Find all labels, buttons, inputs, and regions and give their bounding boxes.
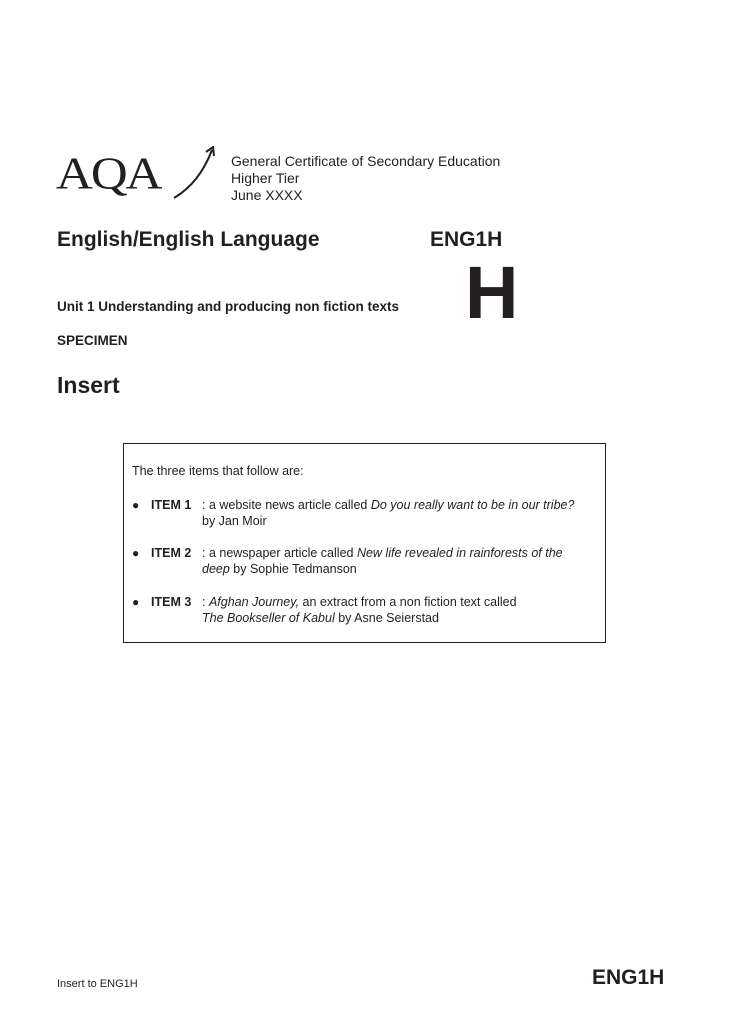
item-line2: The Bookseller of Kabul by Asne Seierstad	[202, 611, 439, 625]
exam-date: June XXXX	[231, 187, 303, 203]
aqa-logo	[56, 146, 218, 208]
item-label: ITEM 3	[151, 595, 192, 609]
item-line1: : a newspaper article called New life revealed in rainforests of the	[202, 546, 563, 560]
qualification: General Certificate of Secondary Education	[231, 153, 501, 169]
header-info	[231, 153, 500, 204]
logo-text: AQA	[56, 148, 161, 200]
bullet-icon: ●	[132, 595, 140, 609]
bullet-icon: ●	[132, 546, 140, 560]
item-line1: : a website news article called Do you really want to be in our tribe?	[202, 498, 575, 512]
footer-code: ENG1H	[592, 966, 665, 989]
tier-letter: H	[465, 251, 519, 334]
subject-title: English/English Language	[57, 228, 320, 251]
paper-code: ENG1H	[430, 228, 503, 251]
unit-title: Unit 1 Understanding and producing non fiction texts	[57, 299, 399, 314]
item-label: ITEM 1	[151, 498, 192, 512]
item-line2: deep by Sophie Tedmanson	[202, 562, 357, 576]
item-line2: by Jan Moir	[202, 514, 267, 528]
bullet-icon: ●	[132, 498, 140, 512]
item-line1: : Afghan Journey, an extract from a non fiction text called	[202, 595, 517, 609]
item-label: ITEM 2	[151, 546, 192, 560]
logo-swoosh-icon	[56, 146, 218, 208]
specimen-label: SPECIMEN	[57, 333, 128, 348]
footer-label: Insert to ENG1H	[57, 978, 138, 990]
items-intro: The three items that follow are:	[132, 464, 304, 478]
insert-title: Insert	[57, 372, 120, 398]
tier: Higher Tier	[231, 170, 300, 186]
